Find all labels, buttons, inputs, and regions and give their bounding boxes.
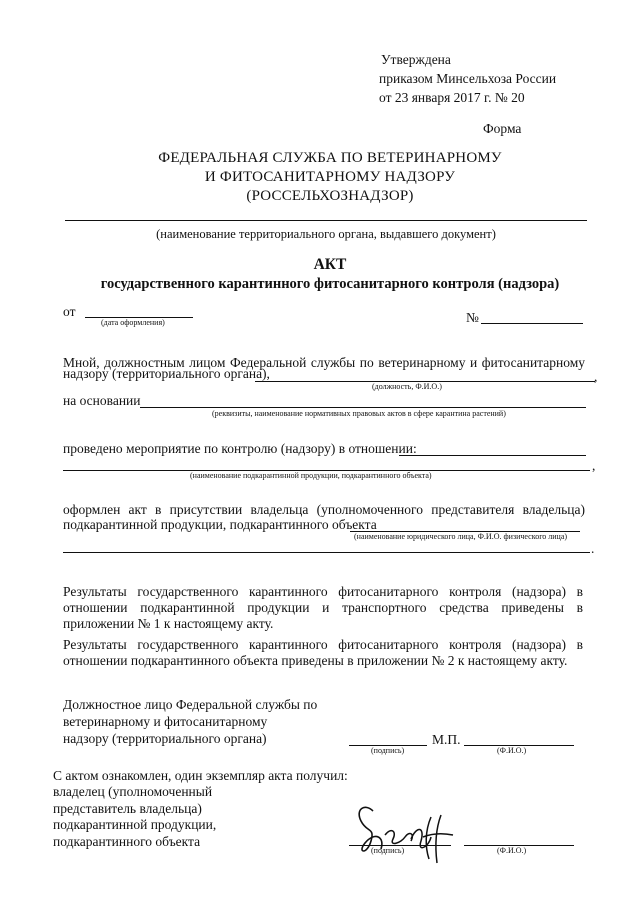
- official-line-1: Мной, должностным лицом Федеральной службы по ветеринарному и фитосанитарному: [63, 355, 585, 370]
- approval-line-2: приказом Минсельхоза России: [379, 71, 557, 86]
- territorial-body-line[interactable]: [65, 220, 587, 221]
- approval-line-3: от 23 января 2017 г. № 20: [379, 90, 525, 105]
- measure-caption: (наименование подкарантинной продукции, подкарантинного объекта): [190, 471, 432, 480]
- approval-line-1: Утверждена: [381, 52, 451, 67]
- acknowledge-name-caption: (Ф.И.О.): [497, 846, 527, 855]
- acknowledge-line-4: подкарантинной продукции,: [53, 817, 217, 832]
- measure-line-1: проведено мероприятие по контролю (надзору) в отношении:: [63, 441, 417, 456]
- act-title: АКТ: [313, 256, 347, 273]
- form-label: Форма: [483, 121, 522, 136]
- acknowledge-line-5: подкарантинного объекта: [53, 834, 201, 849]
- date-from-label: от: [63, 304, 76, 319]
- signatory-signature-caption: (подпись): [371, 746, 405, 755]
- presence-field-line-2[interactable]: [63, 552, 590, 553]
- agency-line-3: (РОССЕЛЬХОЗНАДЗОР): [246, 188, 414, 204]
- acknowledge-line-1: С актом ознакомлен, один экземпляр акта получил:: [53, 768, 348, 783]
- official-caption: (должность, Ф.И.О.): [372, 382, 442, 391]
- official-comma: ,: [594, 369, 598, 384]
- acknowledge-line-2: владелец (уполномоченный: [53, 784, 213, 799]
- results-paragraph-1: Результаты государственного карантинного фитосанитарного контроля (надзора) в отношении подкарантинной продукции и транспортного средства приведены в приложении № 1 к настоящему акту.: [63, 584, 583, 631]
- presence-caption: (наименование юридического лица, Ф.И.О. физического лица): [354, 532, 568, 541]
- stamp-label: М.П.: [432, 732, 461, 747]
- signatory-line-1: Должностное лицо Федеральной службы по: [63, 697, 318, 712]
- presence-period: .: [591, 541, 595, 556]
- number-field-line[interactable]: [481, 323, 583, 324]
- signatory-line-2: ветеринарному и фитосанитарному: [63, 714, 268, 729]
- official-line-2: надзору (территориального органа),: [63, 366, 270, 381]
- act-subtitle: государственного карантинного фитосанитарного контроля (надзора): [100, 276, 560, 292]
- presence-line-2: подкарантинной продукции, подкарантинного объекта: [63, 517, 377, 532]
- basis-caption: (реквизиты, наименование нормативных правовых актов в сфере карантина растений): [212, 409, 506, 418]
- measure-field-line-1[interactable]: [399, 455, 586, 456]
- number-label: №: [466, 310, 479, 325]
- signatory-name-caption: (Ф.И.О.): [497, 746, 527, 755]
- basis-field-line[interactable]: [140, 407, 586, 408]
- acknowledge-line-3: представитель владельца): [53, 801, 202, 816]
- basis-label: на основании: [63, 393, 141, 408]
- signatory-line-3: надзору (территориального органа): [63, 731, 267, 746]
- presence-line-1: оформлен акт в присутствии владельца (уполномоченного представителя владельца): [63, 502, 585, 517]
- measure-comma: ,: [592, 458, 596, 473]
- handwritten-signature: [345, 797, 465, 877]
- territorial-body-caption: (наименование территориального органа, выдавшего документ): [156, 227, 496, 241]
- date-caption: (дата оформления): [101, 318, 165, 327]
- agency-line-1: ФЕДЕРАЛЬНАЯ СЛУЖБА ПО ВЕТЕРИНАРНОМУ: [158, 150, 502, 166]
- acknowledge-signature-caption: (подпись): [371, 846, 405, 855]
- results-paragraph-2: Результаты государственного карантинного фитосанитарного контроля (надзора) в отношении подкарантинного объекта приведены в приложении № 2 к настоящему акту.: [63, 637, 583, 668]
- agency-line-2: И ФИТОСАНИТАРНОМУ НАДЗОРУ: [204, 169, 456, 185]
